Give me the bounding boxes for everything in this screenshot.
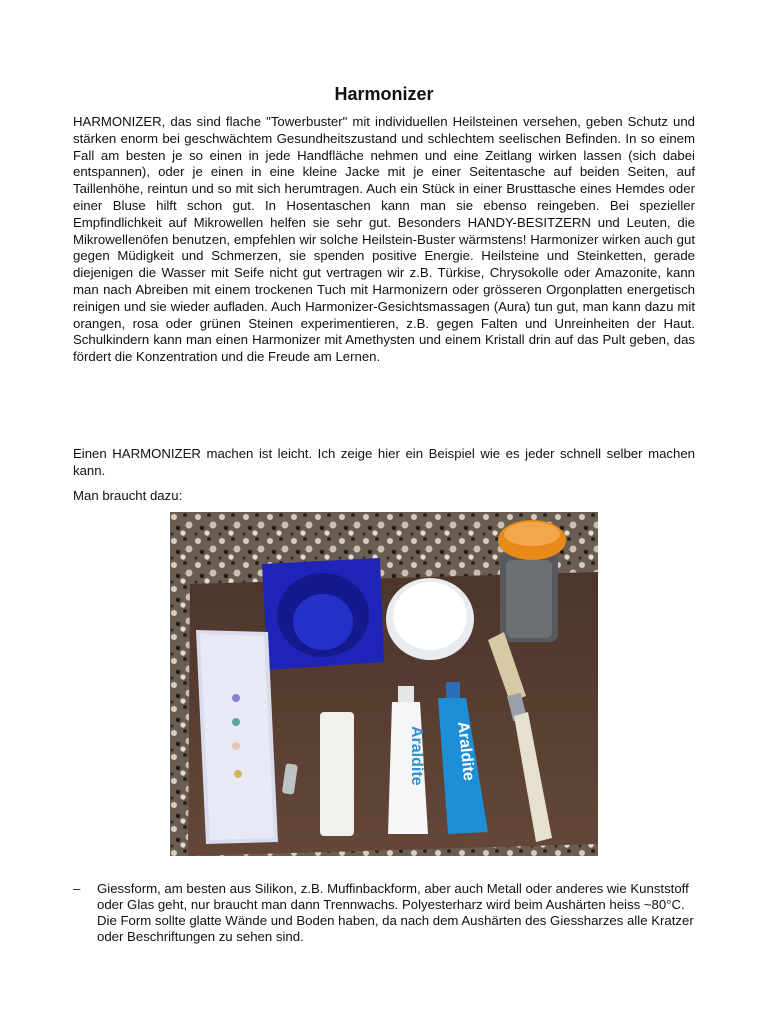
bullet-text: Giessform, am besten aus Silikon, z.B. Muffinbackform, aber auch Metall oder anderes wie Kunststoff oder Glas geht, nur braucht man dann Trennwachs. Polyesterharz wird beim Aushärten heiss ~80°C. Die Form sollte glatte Wände und Boden haben, da nach dem Aushärten des Giessharzes alle Kratzer oder Beschriftungen zu sehen sind. <box>97 881 694 944</box>
wax-stick <box>320 712 354 836</box>
tube-1-label: Araldite <box>408 726 425 786</box>
materials-photo <box>170 512 598 856</box>
bullet-marker: – <box>73 881 81 896</box>
tube-2-label: Araldite <box>454 720 478 782</box>
paper-stack <box>196 630 278 844</box>
jar <box>498 520 566 642</box>
intro-paragraph: HARMONIZER, das sind flache "Towerbuster" mit individuellen Heilsteinen versehen, geben Schutz und stärken enorm bei geschwächtem Gesundheitszustand und schlechtem seelischen Befinden. In so einem Fall am besten je so einen in jede Handfläche nehmen und eine Zeitlang wirken lassen (sich dabei entspannen), oder je einen in eine kleine Jacke mit je einer Seitentasche auf beiden Seiten, auf Taillenhöhe, reintun und so mit sich herumtragen. Auch ein Stück in einer Brusttasche eines Hemdes oder einer Bluse hilft schon gut. In Hosentaschen kann man sie ebenso reingeben. Bei spezieller Empfindlichkeit auf Mikrowellen helfen sie sehr gut. Besonders HANDY-BESITZERN und Leuten, die Mikrowellenöfen benutzen, empfehlen wir solche Heilstein-Buster wärmstens! Harmonizer wirken auch gut gegen Müdigkeit und Schmerzen, sie spenden positive Energie. Heilsteine und Steinketten, gerade diejenigen die Wasser mit Seife nicht gut vertragen wir z.B. Türkise, Chrysokolle oder Amazonite, kann man nach Abreiben mit einem trockenen Tuch mit Harmonizern oder grösseren Orgonplatten energetisch reinigen und sie wieder aufladen. Auch Harmonizer-Gesichtsmassagen (Aura) tun gut, man kann dazu mit orangen, rosa oder grünen Steinen experimentieren, z.B. gegen Falten und Unreinheiten der Haut. Schulkindern kann man einen Harmonizer mit Amethysten und einem Kristall drin auf das Pult geben, das fördert die Konzentration und die Freude am Lernen. <box>73 114 695 365</box>
blue-mold <box>262 558 384 670</box>
instruction-paragraph: Einen HARMONIZER machen ist leicht. Ich zeige hier ein Beispiel wie es jeder schnell selber machen kann. <box>73 446 695 478</box>
white-lid <box>386 578 474 660</box>
materials-heading: Man braucht dazu: <box>73 488 183 503</box>
page-title: Harmonizer <box>334 84 434 104</box>
